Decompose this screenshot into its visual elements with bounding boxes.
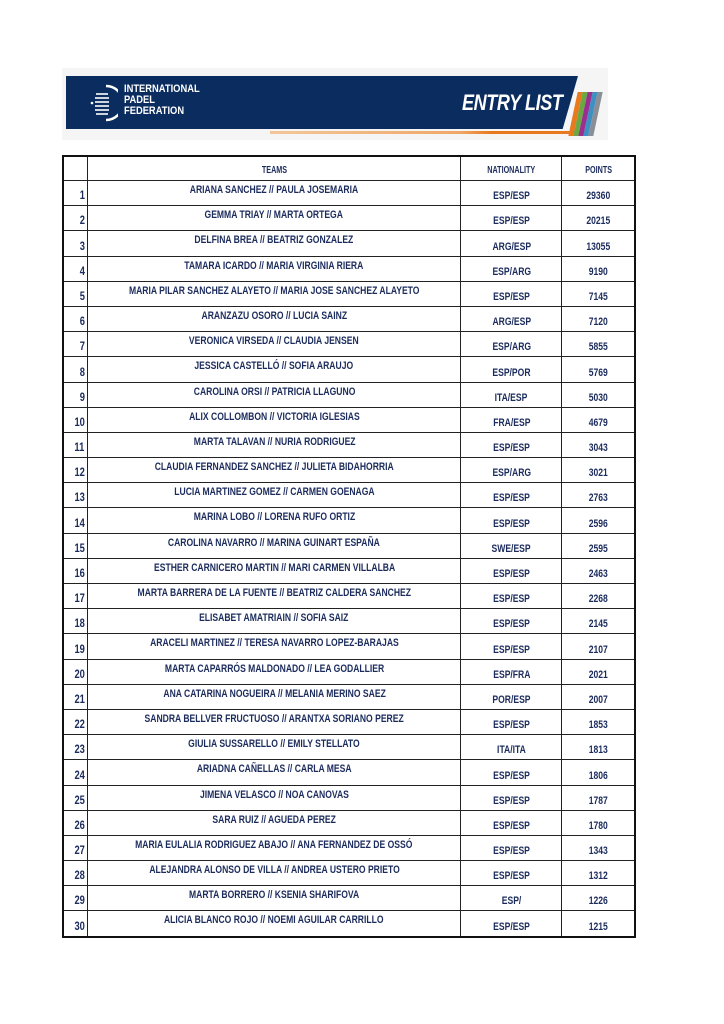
points-cell: 3043: [562, 432, 636, 457]
rank-cell: 2: [63, 206, 88, 231]
rank-cell: 29: [63, 886, 88, 911]
table-row: [63, 407, 635, 432]
team-cell: MARTA TALAVAN // NURIA RODRIGUEZ: [88, 432, 461, 457]
points-cell: 2463: [562, 558, 636, 583]
nationality-cell: ESP/ESP: [461, 609, 562, 634]
rank-cell: 22: [63, 709, 88, 734]
nationality-cell: ESP/ESP: [461, 835, 562, 860]
points-cell: 1813: [562, 735, 636, 760]
team-cell: CAROLINA NAVARRO // MARINA GUINART ESPAÑA: [88, 533, 461, 558]
nationality-cell: ESP/ESP: [461, 760, 562, 785]
logo-line: INTERNATIONAL: [124, 83, 200, 95]
points-cell: 2145: [562, 609, 636, 634]
nationality-cell: ESP/ESP: [461, 785, 562, 810]
points-cell: 20215: [562, 206, 636, 231]
rank-cell: 8: [63, 357, 88, 382]
rank-cell: 3: [63, 231, 88, 256]
rank-cell: 15: [63, 533, 88, 558]
rank-cell: 19: [63, 634, 88, 659]
nationality-cell: ESP/ESP: [461, 709, 562, 734]
table-row: [63, 735, 635, 760]
team-cell: MARTA BORRERO // KSENIA SHARIFOVA: [88, 886, 461, 911]
points-cell: 1780: [562, 810, 636, 835]
rank-cell: 17: [63, 584, 88, 609]
nationality-cell: ESP/ESP: [461, 810, 562, 835]
team-cell: ANA CATARINA NOGUEIRA // MELANIA MERINO SAEZ: [88, 684, 461, 709]
points-cell: 2268: [562, 584, 636, 609]
rank-cell: 20: [63, 659, 88, 684]
team-cell: ALIX COLLOMBON // VICTORIA IGLESIAS: [88, 407, 461, 432]
table-row: [63, 760, 635, 785]
team-cell: DELFINA BREA // BEATRIZ GONZALEZ: [88, 231, 461, 256]
rank-cell: 26: [63, 810, 88, 835]
table-row: [63, 609, 635, 634]
nationality-cell: FRA/ESP: [461, 407, 562, 432]
nationality-cell: ESP/ESP: [461, 911, 562, 937]
table-row: [63, 382, 635, 407]
table-row: [63, 181, 635, 206]
team-cell: GIULIA SUSSARELLO // EMILY STELLATO: [88, 735, 461, 760]
column-header-rank: [63, 156, 88, 181]
team-cell: ELISABET AMATRIAIN // SOFIA SAIZ: [88, 609, 461, 634]
points-cell: 29360: [562, 181, 636, 206]
banner-color-stripes: [573, 92, 601, 136]
rank-cell: 12: [63, 458, 88, 483]
nationality-cell: ESP/ESP: [461, 508, 562, 533]
nationality-cell: ESP/ESP: [461, 483, 562, 508]
points-cell: 1226: [562, 886, 636, 911]
rank-cell: 1: [63, 181, 88, 206]
rank-cell: 18: [63, 609, 88, 634]
team-cell: MARTA BARRERA DE LA FUENTE // BEATRIZ CALDERA SANCHEZ: [88, 584, 461, 609]
nationality-cell: ARG/ESP: [461, 231, 562, 256]
nationality-cell: ESP/ESP: [461, 181, 562, 206]
table-row: [63, 256, 635, 281]
nationality-cell: ESP/ESP: [461, 584, 562, 609]
team-cell: JIMENA VELASCO // NOA CANOVAS: [88, 785, 461, 810]
table-row: [63, 206, 635, 231]
nationality-cell: ARG/ESP: [461, 306, 562, 331]
points-cell: 2596: [562, 508, 636, 533]
table-row: [63, 483, 635, 508]
table-row: [63, 508, 635, 533]
table-header-row: [63, 156, 635, 181]
team-cell: ARIADNA CAÑELLAS // CARLA MESA: [88, 760, 461, 785]
team-cell: MARTA CAPARRÓS MALDONADO // LEA GODALLIER: [88, 659, 461, 684]
points-cell: 7120: [562, 306, 636, 331]
table-row: [63, 911, 635, 937]
nationality-cell: ESP/ESP: [461, 432, 562, 457]
points-cell: 1806: [562, 760, 636, 785]
table-row: [63, 231, 635, 256]
table-row: [63, 659, 635, 684]
logo-line: PADEL: [124, 94, 155, 106]
column-header-nationality: NATIONALITY: [461, 156, 562, 181]
column-header-points: POINTS: [562, 156, 636, 181]
entry-list-table: [62, 155, 636, 938]
team-cell: TAMARA ICARDO // MARIA VIRGINIA RIERA: [88, 256, 461, 281]
nationality-cell: ESP/ESP: [461, 558, 562, 583]
points-cell: 5030: [562, 382, 636, 407]
points-cell: 1787: [562, 785, 636, 810]
team-cell: ESTHER CARNICERO MARTIN // MARI CARMEN VILLALBA: [88, 558, 461, 583]
table-row: [63, 458, 635, 483]
team-cell: CLAUDIA FERNANDEZ SANCHEZ // JULIETA BIDAHORRIA: [88, 458, 461, 483]
team-cell: LUCIA MARTINEZ GOMEZ // CARMEN GOENAGA: [88, 483, 461, 508]
points-cell: 7145: [562, 281, 636, 306]
nationality-cell: ITA/ESP: [461, 382, 562, 407]
rank-cell: 5: [63, 281, 88, 306]
banner-accent-line: [270, 131, 586, 134]
points-cell: 5855: [562, 332, 636, 357]
team-cell: ARANZAZU OSORO // LUCIA SAINZ: [88, 306, 461, 331]
rank-cell: 9: [63, 382, 88, 407]
points-cell: 2595: [562, 533, 636, 558]
points-cell: 3021: [562, 458, 636, 483]
rank-cell: 7: [63, 332, 88, 357]
logo-line: FEDERATION: [124, 105, 185, 117]
points-cell: 1312: [562, 861, 636, 886]
rank-cell: 10: [63, 407, 88, 432]
nationality-cell: ESP/ESP: [461, 206, 562, 231]
rank-cell: 24: [63, 760, 88, 785]
column-header-teams: TEAMS: [88, 156, 461, 181]
table-row: [63, 281, 635, 306]
points-cell: 2763: [562, 483, 636, 508]
table-row: [63, 835, 635, 860]
table-row: [63, 357, 635, 382]
rank-cell: 11: [63, 432, 88, 457]
team-cell: MARINA LOBO // LORENA RUFO ORTIZ: [88, 508, 461, 533]
points-cell: 5769: [562, 357, 636, 382]
nationality-cell: ESP/: [461, 886, 562, 911]
rank-cell: 13: [63, 483, 88, 508]
nationality-cell: SWE/ESP: [461, 533, 562, 558]
rank-cell: 28: [63, 861, 88, 886]
team-cell: CAROLINA ORSI // PATRICIA LLAGUNO: [88, 382, 461, 407]
team-cell: ALEJANDRA ALONSO DE VILLA // ANDREA USTERO PRIETO: [88, 861, 461, 886]
rank-cell: 25: [63, 785, 88, 810]
ipf-logo-icon: [88, 83, 118, 123]
nationality-cell: ESP/POR: [461, 357, 562, 382]
table-row: [63, 558, 635, 583]
table-row: [63, 886, 635, 911]
table-row: [63, 709, 635, 734]
team-cell: ARACELI MARTINEZ // TERESA NAVARRO LOPEZ-BARAJAS: [88, 634, 461, 659]
table-row: [63, 634, 635, 659]
rank-cell: 6: [63, 306, 88, 331]
points-cell: 2107: [562, 634, 636, 659]
team-cell: JESSICA CASTELLÓ // SOFIA ARAUJO: [88, 357, 461, 382]
nationality-cell: ESP/ARG: [461, 256, 562, 281]
team-cell: SARA RUIZ // AGUEDA PEREZ: [88, 810, 461, 835]
nationality-cell: ITA/ITA: [461, 735, 562, 760]
points-cell: 2021: [562, 659, 636, 684]
page-title: ENTRY LIST: [462, 90, 563, 115]
rank-cell: 21: [63, 684, 88, 709]
points-cell: 2007: [562, 684, 636, 709]
nationality-cell: ESP/ESP: [461, 634, 562, 659]
table-row: [63, 684, 635, 709]
nationality-cell: ESP/ARG: [461, 332, 562, 357]
team-cell: VERONICA VIRSEDA // CLAUDIA JENSEN: [88, 332, 461, 357]
points-cell: 1853: [562, 709, 636, 734]
rank-cell: 16: [63, 558, 88, 583]
nationality-cell: ESP/ESP: [461, 281, 562, 306]
nationality-cell: ESP/ARG: [461, 458, 562, 483]
table-row: [63, 810, 635, 835]
points-cell: 9190: [562, 256, 636, 281]
ipf-logo-text: [124, 84, 200, 117]
points-cell: 13055: [562, 231, 636, 256]
rank-cell: 4: [63, 256, 88, 281]
points-cell: 4679: [562, 407, 636, 432]
rank-cell: 23: [63, 735, 88, 760]
table-row: [63, 533, 635, 558]
table-row: [63, 332, 635, 357]
rank-cell: 30: [63, 911, 88, 937]
table-row: [63, 584, 635, 609]
team-cell: ARIANA SANCHEZ // PAULA JOSEMARIA: [88, 181, 461, 206]
nationality-cell: ESP/FRA: [461, 659, 562, 684]
rank-cell: 27: [63, 835, 88, 860]
team-cell: SANDRA BELLVER FRUCTUOSO // ARANTXA SORIANO PEREZ: [88, 709, 461, 734]
team-cell: GEMMA TRIAY // MARTA ORTEGA: [88, 206, 461, 231]
nationality-cell: ESP/ESP: [461, 861, 562, 886]
table-row: [63, 306, 635, 331]
table-row: [63, 861, 635, 886]
team-cell: ALICIA BLANCO ROJO // NOEMI AGUILAR CARRILLO: [88, 911, 461, 937]
team-cell: MARIA EULALIA RODRIGUEZ ABAJO // ANA FERNANDEZ DE OSSÓ: [88, 835, 461, 860]
nationality-cell: POR/ESP: [461, 684, 562, 709]
team-cell: MARIA PILAR SANCHEZ ALAYETO // MARIA JOSE SANCHEZ ALAYETO: [88, 281, 461, 306]
rank-cell: 14: [63, 508, 88, 533]
table-row: [63, 432, 635, 457]
points-cell: 1215: [562, 911, 636, 937]
points-cell: 1343: [562, 835, 636, 860]
table-row: [63, 785, 635, 810]
